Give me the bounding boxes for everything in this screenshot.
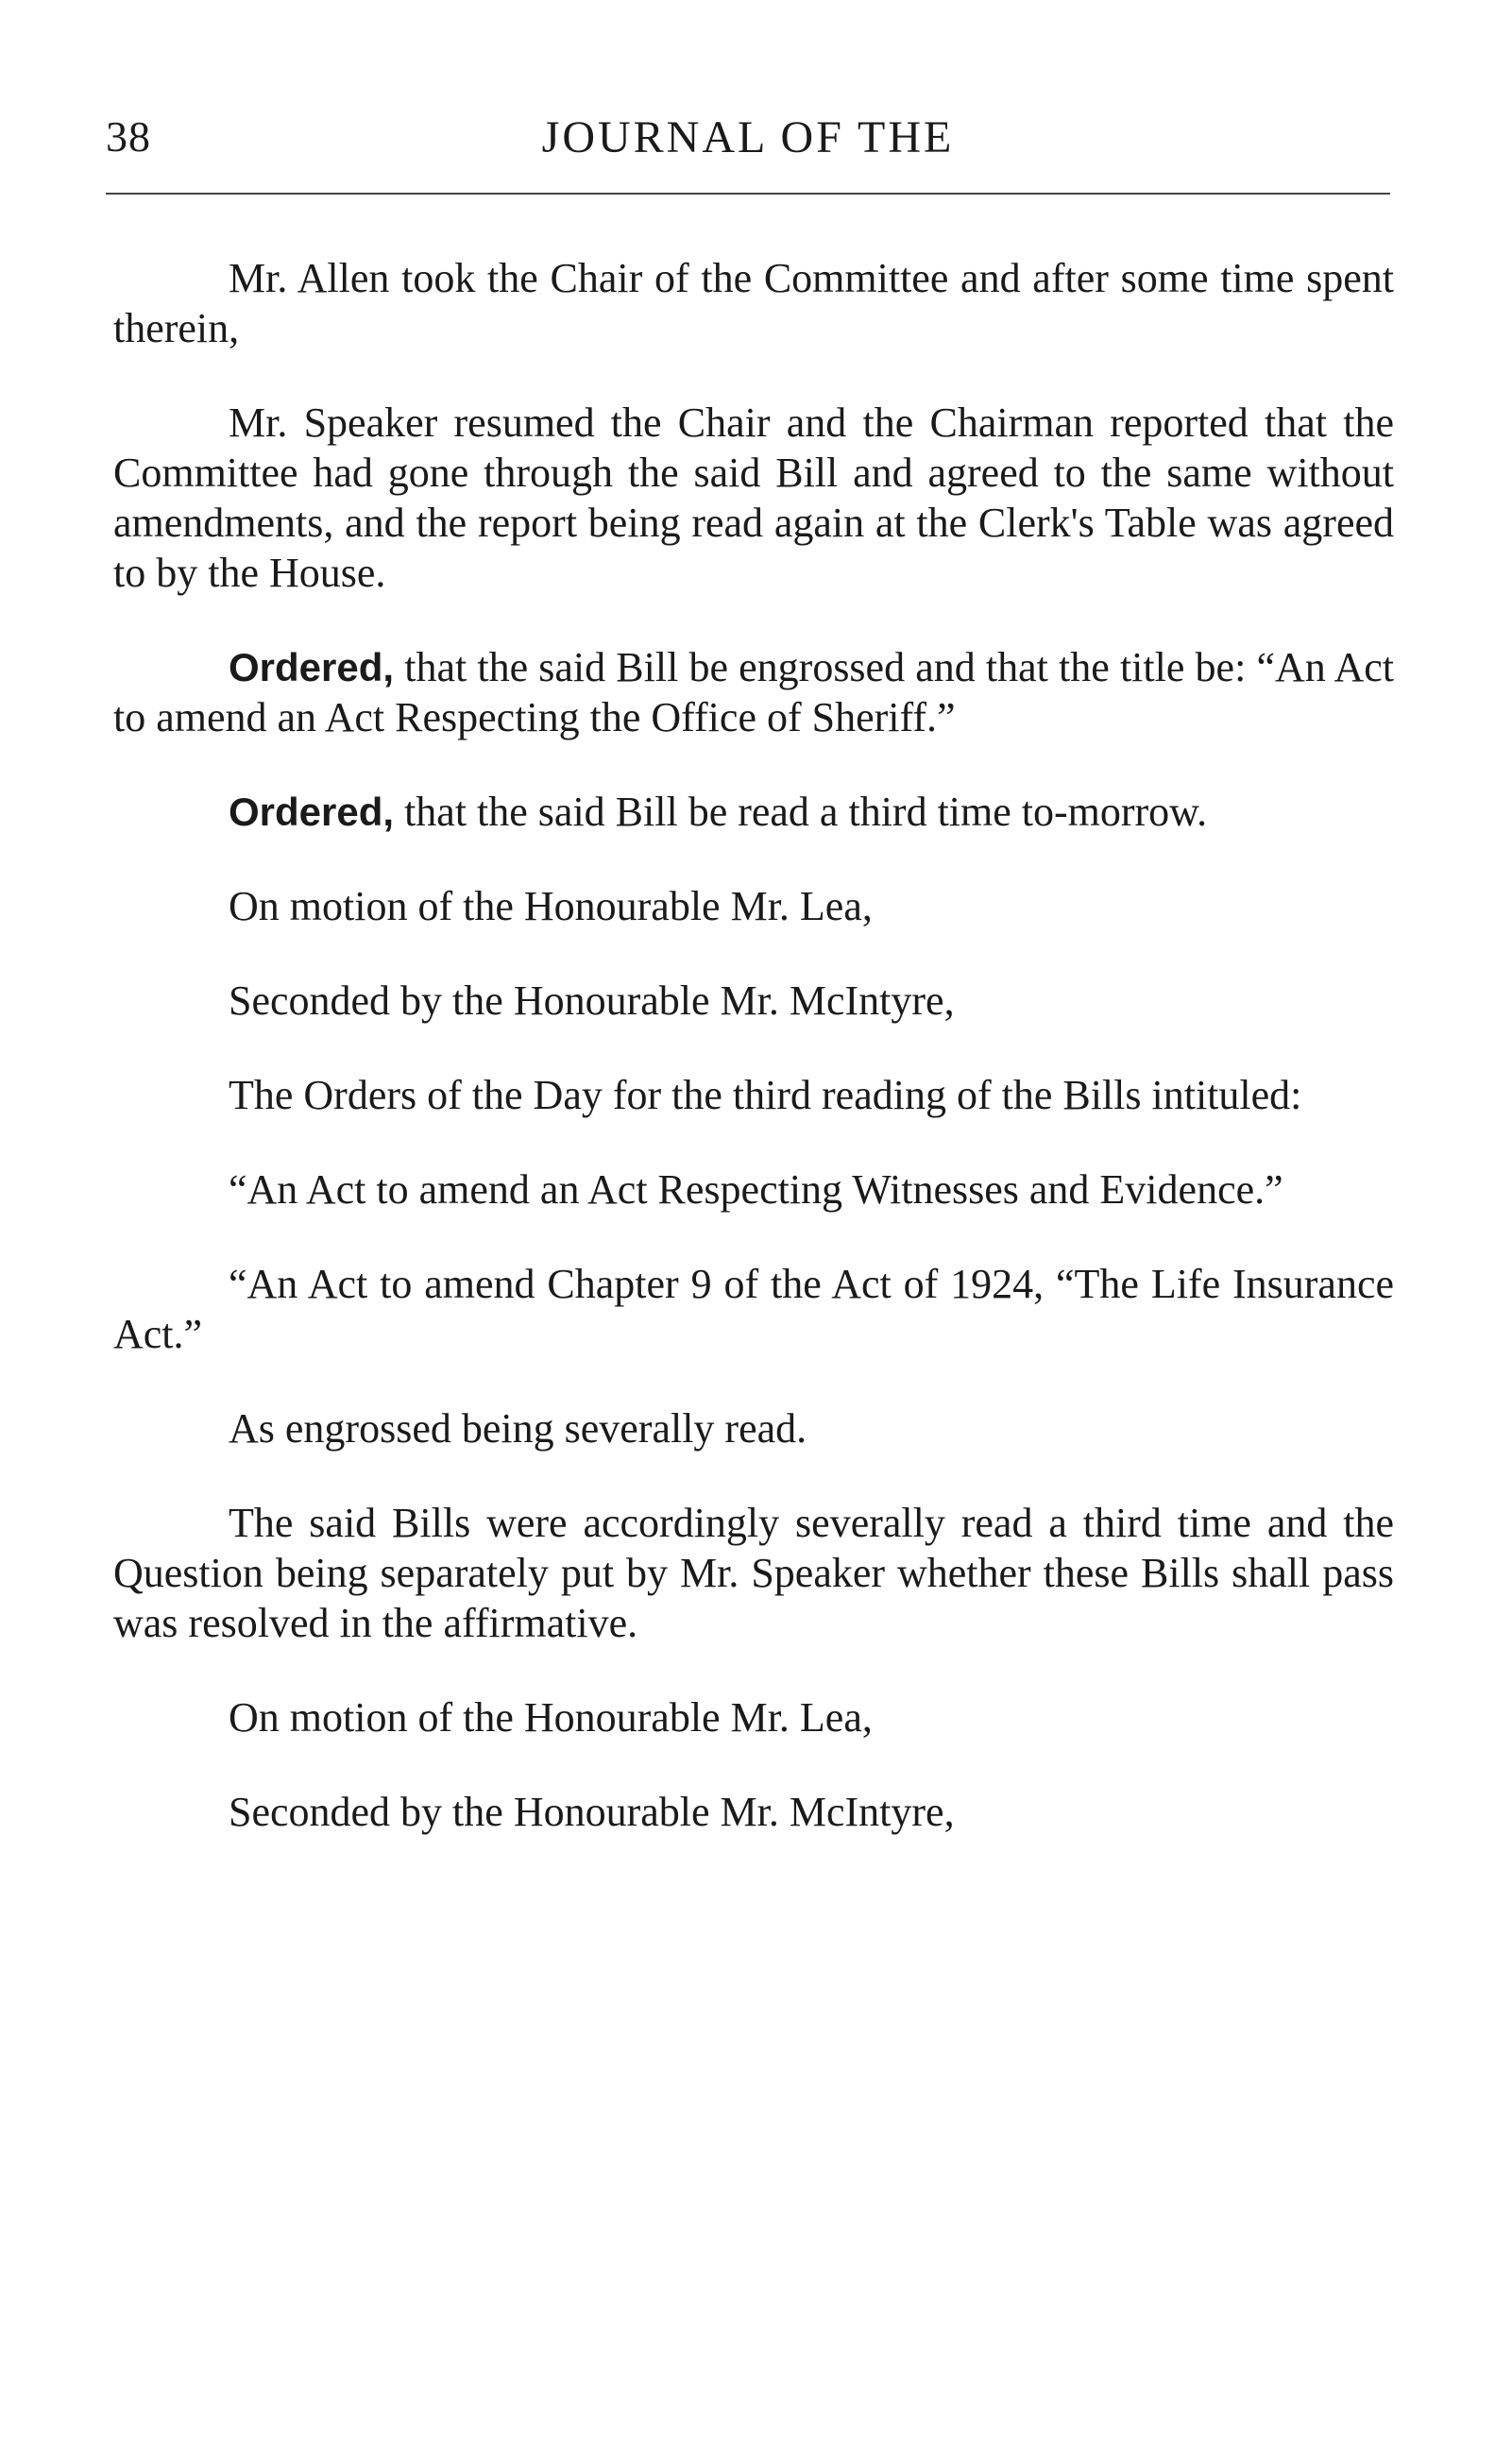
paragraph-text: On motion of the Honourable Mr. Lea, <box>229 1694 873 1741</box>
paragraph-text: Seconded by the Honourable Mr. McIntyre, <box>229 977 955 1024</box>
paragraph-text: The said Bills were accordingly severally read a third time and the Question being separately put by Mr. Speaker whether these Bills shall pass was resolved in the affirmative. <box>113 1500 1394 1646</box>
paragraph-ordered-engrossed <box>113 642 1394 742</box>
paragraph-orders-of-day <box>113 1070 1394 1120</box>
paragraph-text: “An Act to amend an Act Respecting Witnesses and Evidence.” <box>229 1166 1283 1213</box>
journal-body <box>113 253 1394 1881</box>
paragraph-bills-read-third <box>113 1498 1394 1648</box>
header-rule <box>106 193 1390 195</box>
paragraph-text: The Orders of the Day for the third reading of the Bills intituled: <box>229 1072 1302 1118</box>
page-number: 38 <box>106 112 151 161</box>
ordered-lead: Ordered, <box>229 645 395 689</box>
ordered-lead: Ordered, <box>229 790 395 834</box>
paragraph-text: Seconded by the Honourable Mr. McIntyre, <box>229 1789 955 1835</box>
paragraph-text: that the said Bill be engrossed and that the title be: “An Act to amend an Act Respecting the Office of Sheriff.” <box>113 644 1394 740</box>
paragraph-bill-life-insurance <box>113 1259 1394 1359</box>
paragraph-text: “An Act to amend Chapter 9 of the Act of 1924, “The Life Insurance Act.” <box>113 1261 1394 1357</box>
paragraph-ordered-third-reading <box>113 787 1394 837</box>
paragraph-speaker-resumed <box>113 398 1394 598</box>
paragraph-text: Mr. Allen took the Chair of the Committee and after some time spent therein, <box>113 255 1394 351</box>
paragraph-text: On motion of the Honourable Mr. Lea, <box>229 883 873 929</box>
page-header <box>106 111 1390 178</box>
paragraph-engrossed-read <box>113 1403 1394 1453</box>
paragraph-motion-2 <box>113 1692 1394 1742</box>
paragraph-motion <box>113 881 1394 931</box>
paragraph-text: As engrossed being severally read. <box>229 1405 807 1452</box>
paragraph-seconded-2 <box>113 1787 1394 1837</box>
paragraph-bill-witnesses <box>113 1164 1394 1215</box>
paragraph-committee-chair <box>113 253 1394 353</box>
paragraph-text: that the said Bill be read a third time to-morrow. <box>394 789 1208 835</box>
paragraph-text: Mr. Speaker resumed the Chair and the Chairman reported that the Committee had gone through the said Bill and agreed to the same without amendments, and the report being read again at the Clerk's Table was agreed to by the House. <box>113 399 1394 596</box>
paragraph-seconded <box>113 976 1394 1026</box>
running-title: JOURNAL OF THE <box>541 112 955 162</box>
